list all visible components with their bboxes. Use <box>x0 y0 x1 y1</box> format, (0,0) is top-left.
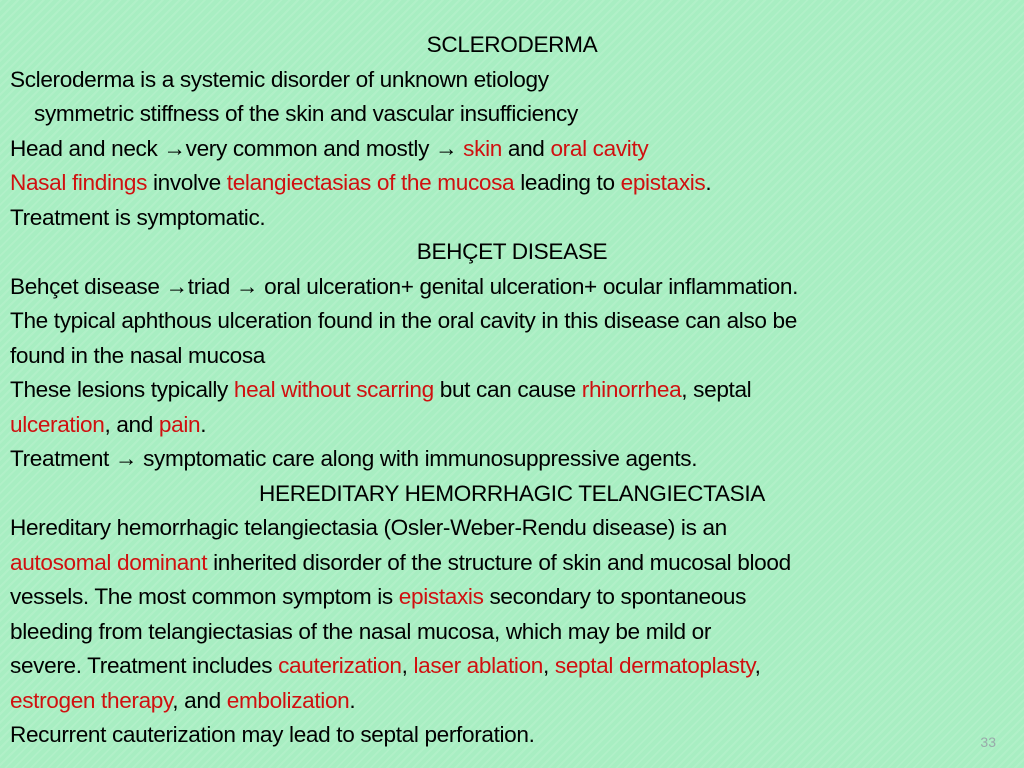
highlight-telangiectasias: telangiectasias of the mucosa <box>226 170 515 195</box>
text: Head and neck <box>10 135 164 161</box>
highlight-rhinorrhea: rhinorrhea <box>581 377 682 402</box>
highlight-estrogen-therapy: estrogen therapy <box>10 687 173 713</box>
text: involve <box>147 170 227 195</box>
text: , <box>401 653 414 678</box>
text: vessels. The most common symptom is <box>10 584 399 609</box>
behcet-line-5 <box>10 408 1014 443</box>
heading-hht: HEREDITARY HEMORRHAGIC TELANGIECTASIA <box>259 480 765 506</box>
hht-line-5 <box>10 649 1014 684</box>
slide-content <box>10 28 1014 753</box>
text: , <box>754 653 761 678</box>
highlight-oral-cavity: oral cavity <box>550 135 649 161</box>
text: secondary to spontaneous <box>483 584 747 609</box>
highlight-pain: pain <box>158 411 201 437</box>
arrow-right-icon: → <box>163 135 186 161</box>
text: , septal <box>681 377 752 402</box>
arrow-right-icon: → <box>114 446 138 471</box>
behcet-line-2: The typical aphthous ulceration found in the oral cavity in this disease can also be <box>10 308 797 333</box>
hht-line-4: bleeding from telangiectasias of the nasal mucosa, which may be mild or <box>10 618 712 644</box>
highlight-nasal-findings: Nasal findings <box>10 170 148 195</box>
highlight-skin: skin <box>463 135 502 161</box>
hht-line-6 <box>10 684 1014 719</box>
behcet-line-1 <box>10 270 1014 305</box>
text: , <box>543 653 555 678</box>
highlight-cauterization: cauterization <box>278 653 402 678</box>
arrow-right-icon: → <box>434 135 458 161</box>
highlight-autosomal-dominant: autosomal dominant <box>10 549 208 575</box>
text: These lesions typically <box>10 377 234 402</box>
text: but can cause <box>433 377 582 402</box>
highlight-ulceration: ulceration <box>10 411 105 437</box>
text: inherited disorder of the structure of skin and mucosal blood <box>207 549 791 575</box>
highlight-laser-ablation: laser ablation <box>413 653 544 678</box>
text: severe. Treatment includes <box>10 653 279 678</box>
text: . <box>200 411 207 437</box>
text: oral ulceration+ genital ulceration+ ocular inflammation. <box>258 273 799 299</box>
arrow-right-icon: → <box>235 273 259 299</box>
text: , and <box>104 411 159 437</box>
text: symptomatic care along with immunosuppressive agents. <box>137 446 698 471</box>
text: and <box>501 135 551 161</box>
highlight-epistaxis: epistaxis <box>620 170 706 195</box>
page-number: 33 <box>980 734 996 750</box>
text: very common and mostly <box>185 135 435 161</box>
text: triad <box>187 273 236 299</box>
behcet-line-3: found in the nasal mucosa <box>10 342 266 368</box>
highlight-embolization: embolization <box>226 687 350 713</box>
text: leading to <box>514 170 621 195</box>
heading-scleroderma: SCLERODERMA <box>426 32 598 57</box>
text: , and <box>172 687 227 713</box>
arrow-right-icon: → <box>165 273 188 299</box>
scleroderma-line-1: Scleroderma is a systemic disorder of unknown etiology <box>10 66 549 92</box>
heading-behcet: BEHÇET DISEASE <box>416 239 608 264</box>
hht-line-3 <box>10 580 1014 615</box>
behcet-line-4 <box>10 373 1014 408</box>
highlight-septal-dermatoplasty: septal dermatoplasty <box>554 653 755 678</box>
hht-line-2 <box>10 546 1014 581</box>
behcet-line-6 <box>10 442 1014 477</box>
scleroderma-line-5: Treatment is symptomatic. <box>10 204 266 230</box>
scleroderma-line-4 <box>10 166 1014 201</box>
text: Behçet disease <box>10 273 166 299</box>
hht-line-7: Recurrent cauterization may lead to septal perforation. <box>10 722 535 747</box>
scleroderma-line-2: symmetric stiffness of the skin and vascular insufficiency <box>34 101 578 126</box>
highlight-epistaxis: epistaxis <box>398 584 484 609</box>
text: Treatment <box>10 446 115 471</box>
hht-line-1: Hereditary hemorrhagic telangiectasia (Osler-Weber-Rendu disease) is an <box>10 515 727 540</box>
text: . <box>349 687 356 713</box>
scleroderma-line-3 <box>10 132 1014 167</box>
text: . <box>705 170 712 195</box>
highlight-heal-without-scarring: heal without scarring <box>233 377 434 402</box>
